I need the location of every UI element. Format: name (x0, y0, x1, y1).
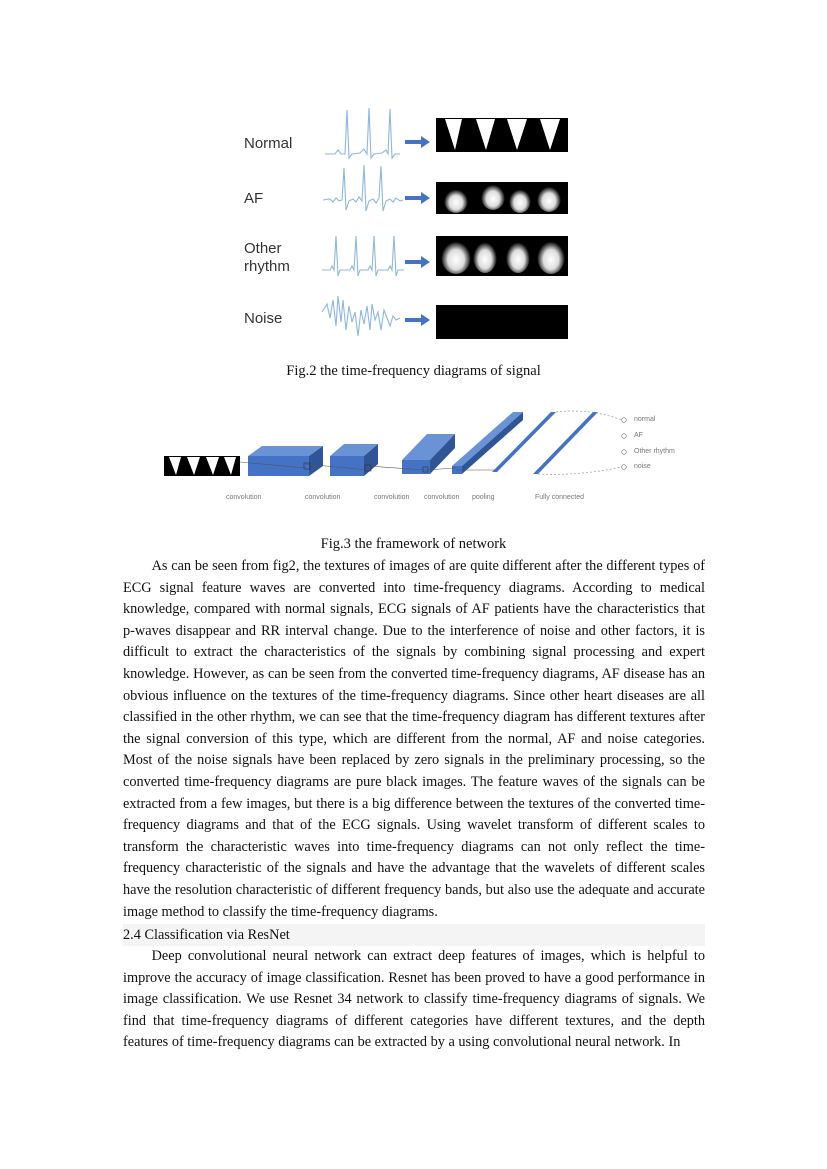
fig2-label-line: AF (244, 190, 264, 207)
tf-diagram-af (436, 182, 568, 214)
tf-diagram-other (436, 236, 568, 276)
body-paragraph-2 (123, 946, 705, 1054)
fig3-layer-label: convolution (226, 494, 262, 501)
fig3-output-label-normal: normal (634, 416, 656, 423)
fig2-arrows (405, 136, 430, 326)
arrow-icon (405, 136, 430, 148)
tf-diagram-normal (436, 118, 568, 152)
fig2-label-line: Normal (244, 135, 293, 152)
arrow-icon (405, 256, 430, 268)
body-paragraph-1 (123, 556, 705, 923)
ecg-trace-other (322, 236, 404, 276)
fig3-output-connections (538, 411, 622, 474)
fig2-label-line: Other (244, 240, 282, 257)
section-heading: 2.4 Classification via ResNet (123, 924, 705, 946)
paragraph-text: Deep convolutional neural network can extract deep features of images, which is helpful to improve the accuracy of image classification. Resnet has been proved to have a good performance in image classification. We use Resnet 34 network to classify time-frequency diagrams of signals. We find that time-frequency diagrams of different categories have different textures, and the depth features of time-frequency diagrams can be extracted by a using convolutional neural network. In (123, 948, 705, 1051)
fig3-output-nodes (622, 418, 627, 470)
fig3-layer-conv3 (402, 434, 455, 474)
fig3-caption: Fig.3 the framework of network (320, 536, 507, 552)
fig3-network-diagram (0, 400, 827, 510)
tf-diagram-noise (436, 305, 568, 339)
fig2-label-line: Noise (244, 310, 283, 327)
fig2-graphic (0, 0, 827, 360)
arrow-icon (405, 314, 430, 326)
fig3-layer-label: pooling (472, 494, 495, 501)
ecg-trace-normal (325, 108, 400, 158)
output-node-icon (622, 434, 627, 439)
fig3-layer-conv4 (452, 412, 523, 474)
arrow-icon (405, 192, 430, 204)
paragraph-text: As can be seen from fig2, the textures of images of are quite different after the different types of ECG signal feature waves are converted into time-frequency diagrams. According to medical knowledge, compared with normal signals, ECG signals of AF patients have the characteristics that p-waves disappear and RR interval change. Due to the interference of noise and other factors, it is difficult to extract the characteristics of the signals by combining signal processing and expert knowledge. However, as can be seen from the converted time-frequency diagrams, AF disease has an obvious influence on the textures of the time-frequency diagrams. Since other heart diseases are all classified in the other rhythm, we can see that the time-frequency diagram has different textures after the signal conversion of this type, which are different from the normal, AF and noise categories. Most of the noise signals have been replaced by zero signals in the preliminary processing, so the converted time-frequency diagrams are pure black images. The feature waves of the signals can be extracted from a few images, but there is a big difference between the textures of the converted time-frequency diagrams and that of the ECG signals. Using wavelet transform of different scales to transform the characteristic waves into time-frequency diagrams can not only reflect the time-frequency characteristic of the signals and have the advantage that the wavelets of different scales have the resolution characteristic of different frequency bands, but also use the adequate and accurate image method to classify the time-frequency diagrams. (123, 558, 705, 920)
fig3-layer-label: Fully connected (535, 494, 585, 501)
fig2-caption: Fig.2 the time-frequency diagrams of signal (286, 363, 541, 379)
fig3-input-diagram (164, 456, 240, 476)
fig3-output-label-af: AF (634, 432, 643, 439)
fig3-layer-label: convolution (305, 494, 341, 501)
ecg-trace-af (323, 165, 403, 211)
fig3-output-label-noise: noise (634, 463, 651, 470)
fig2-label-line: rhythm (244, 258, 290, 275)
fig3-layer-conv1 (248, 446, 323, 476)
fig3-output-label-other-rhythm: Other rhythm (634, 448, 675, 455)
fig3-layer-label: convolution (424, 494, 460, 501)
output-node-icon (622, 450, 627, 455)
fig3-layer-label: convolution (374, 494, 410, 501)
output-node-icon (622, 465, 627, 470)
output-node-icon (622, 418, 627, 423)
ecg-trace-noise (322, 296, 400, 336)
